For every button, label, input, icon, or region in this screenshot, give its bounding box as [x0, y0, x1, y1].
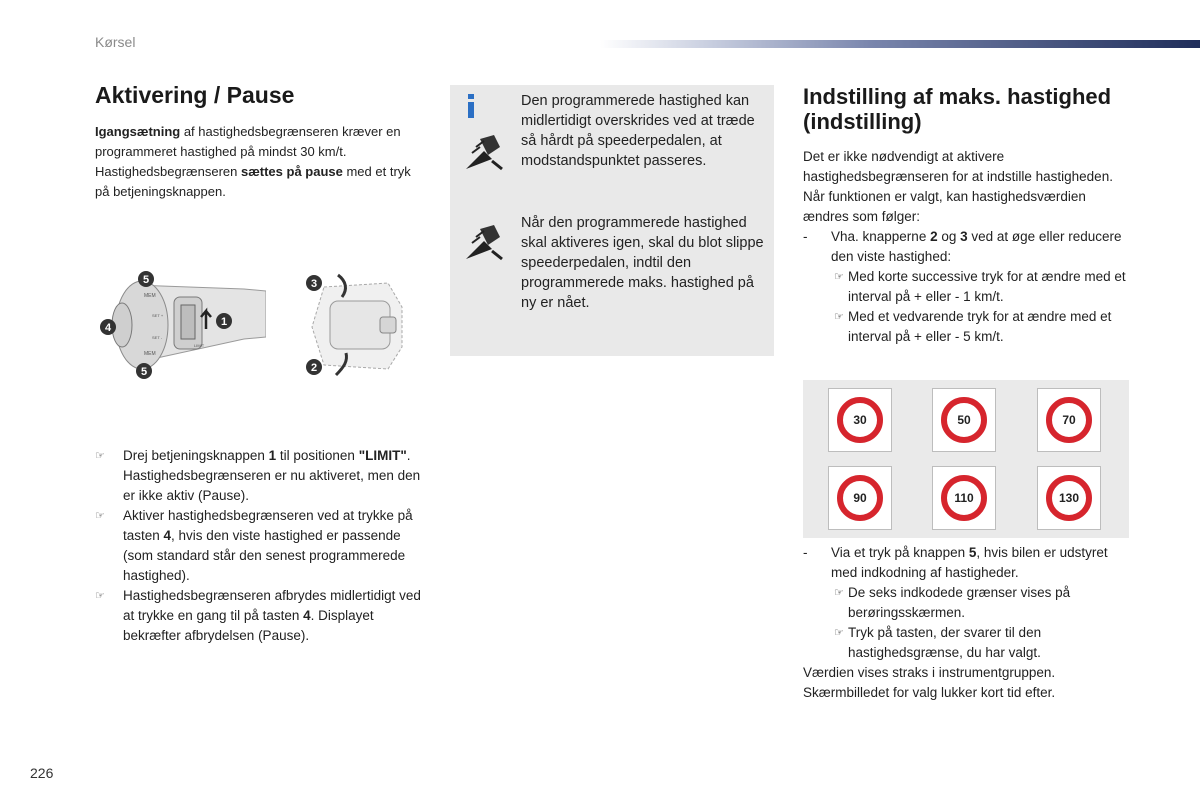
- svg-text:3: 3: [310, 278, 318, 290]
- speed-sign-70: 70: [1037, 388, 1101, 452]
- instruction-list: [95, 446, 425, 646]
- svg-text:2: 2: [310, 362, 318, 374]
- checkbox-bullet-icon: ☞: [95, 510, 105, 522]
- svg-text:1: 1: [220, 316, 228, 328]
- sub-list-item: ☞ Tryk på tasten, der svarer til den hastighedsgrænse, du har valgt.: [834, 625, 1042, 660]
- info-paragraph-1: Den programmerede hastighed kan midlertidigt overskrides ved at træde så hårdt på speederpedalen, at modstandspunktet passeres.: [521, 93, 755, 169]
- list-item: - Vha. knapperne 2 og 3 ved at øge eller reducere den viste hastighed:: [803, 229, 1122, 264]
- sub-list-item: ☞ Med korte successive tryk for at ændre med et interval på + eller - 1 km/t.: [834, 269, 1126, 304]
- svg-text:SET +: SET +: [152, 313, 164, 318]
- paragraph: Skærmbilledet for valg lukker kort tid efter.: [803, 685, 1056, 700]
- paragraph: Når funktionen er valgt, kan hastighedsværdien ændres som følger:: [803, 189, 1086, 224]
- checkbox-bullet-icon: ☞: [95, 450, 105, 462]
- checkbox-bullet-icon: ☞: [834, 311, 844, 323]
- setting-text-bottom: [803, 543, 1133, 703]
- callout-3: [306, 275, 322, 291]
- accelerator-pedal-icon: [462, 223, 506, 263]
- section-title-setting: Indstilling af maks. hastighed (indstilling): [803, 84, 1112, 134]
- svg-text:LIMIT: LIMIT: [194, 343, 205, 348]
- speed-sign-30: 30: [828, 388, 892, 452]
- sub-list-item: ☞ Med et vedvarende tryk for at ændre med et interval på + eller - 5 km/t.: [834, 309, 1112, 344]
- section-title-activation: Aktivering / Pause: [95, 82, 295, 108]
- section-header: Kørsel: [95, 34, 136, 50]
- sub-list-item: ☞ De seks indkodede grænser vises på berøringsskærmen.: [834, 585, 1071, 620]
- paragraph: Det er ikke nødvendigt at aktivere hastighedsbegrænseren for at indstille hastigheden.: [803, 149, 1113, 184]
- info-icon: [464, 93, 478, 119]
- stalk-control-illustration: [94, 267, 266, 383]
- callout-4: [100, 319, 116, 335]
- speed-sign-130: 130: [1037, 466, 1101, 530]
- svg-text:5: 5: [140, 366, 148, 378]
- steering-switch-illustration: [302, 267, 408, 383]
- info-paragraph-2: Når den programmerede hastighed skal aktiveres igen, skal du blot slippe speederpedalen, indtil den programmerede maks. hastighed på ny er nået.: [521, 215, 764, 311]
- accelerator-pedal-icon: [462, 133, 506, 173]
- svg-text:MEM: MEM: [144, 293, 156, 299]
- list-item: - Via et tryk på knappen 5, hvis bilen er udstyret med indkodning af hastigheder.: [803, 545, 1108, 580]
- callout-1: [216, 313, 232, 329]
- checkbox-bullet-icon: ☞: [834, 587, 844, 599]
- speed-sign-90: 90: [828, 466, 892, 530]
- list-item: ☞ Hastighedsbegrænseren afbrydes midlertidigt ved at trykke en gang til på tasten 4. Displayet bekræfter afbrydelsen (Pause).: [95, 588, 421, 643]
- speed-sign-110: 110: [932, 466, 996, 530]
- list-item: ☞ Drej betjeningsknappen 1 til positionen "LIMIT". Hastighedsbegrænseren er nu aktiveret, men den er ikke aktiv (Pause).: [95, 448, 421, 503]
- callout-5-bottom: [136, 363, 152, 379]
- speed-sign-50: 50: [932, 388, 996, 452]
- callout-5-top: [138, 271, 154, 287]
- checkbox-bullet-icon: ☞: [834, 271, 844, 283]
- svg-text:4: 4: [104, 322, 112, 334]
- svg-text:5: 5: [142, 274, 150, 286]
- intro-paragraph: Igangsætning af hastighedsbegrænseren kræver en programmeret hastighed på mindst 30 km/t. Hastighedsbegrænseren sættes på pause med et tryk på betjeningsknappen.: [95, 124, 411, 199]
- paragraph: Værdien vises straks i instrumentgruppen.: [803, 665, 1056, 680]
- setting-text-top: [803, 147, 1133, 347]
- info-box: [450, 85, 774, 356]
- callout-2: [306, 359, 322, 375]
- svg-text:MEM: MEM: [144, 351, 156, 357]
- checkbox-bullet-icon: ☞: [834, 627, 844, 639]
- header-bar: [600, 40, 1200, 48]
- list-item: ☞ Aktiver hastighedsbegrænseren ved at trykke på tasten 4, hvis den viste hastighed er passende (som standard står den senest programmerede hastighed).: [95, 508, 413, 583]
- checkbox-bullet-icon: ☞: [95, 590, 105, 602]
- speed-limit-signs-panel: [803, 380, 1129, 538]
- svg-text:SET -: SET -: [152, 335, 163, 340]
- page-number: 226: [30, 765, 54, 781]
